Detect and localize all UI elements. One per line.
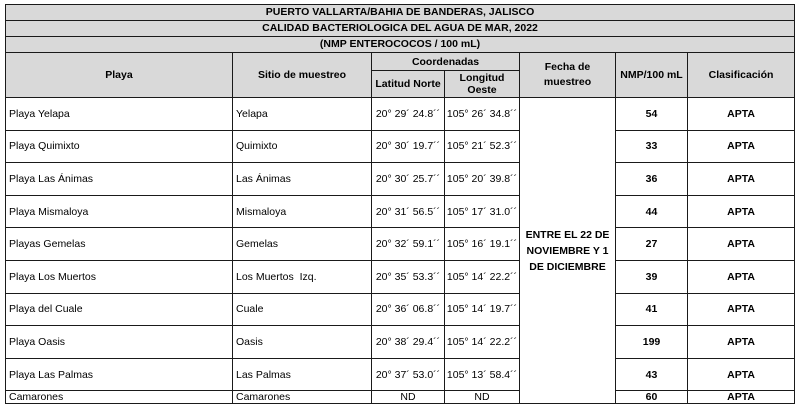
table-row — [6, 228, 795, 261]
cell-latitud: 20° 29´ 24.8´´ — [372, 98, 445, 131]
cell-playa: Playa Oasis — [6, 326, 233, 359]
cell-sitio: Los Muertos Izq. — [233, 260, 372, 293]
cell-longitud: 105° 20´ 39.8´´ — [445, 163, 520, 196]
table-row — [6, 293, 795, 326]
cell-nmp: 41 — [616, 293, 688, 326]
cell-nmp: 54 — [616, 98, 688, 131]
cell-clasificacion: APTA — [688, 326, 795, 359]
header-playa: Playa — [6, 53, 233, 98]
header-longitud: Longitud Oeste — [445, 71, 520, 98]
cell-clasificacion: APTA — [688, 195, 795, 228]
cell-latitud: 20° 38´ 29.4´´ — [372, 326, 445, 359]
header-latitud: Latitud Norte — [372, 71, 445, 98]
cell-clasificacion: APTA — [688, 130, 795, 163]
cell-latitud: 20° 30´ 25.7´´ — [372, 163, 445, 196]
table-row — [6, 163, 795, 196]
cell-longitud: 105° 14´ 22.2´´ — [445, 260, 520, 293]
cell-sitio: Las Ánimas — [233, 163, 372, 196]
cell-fecha-muestreo: ENTRE EL 22 DE NOVIEMBRE Y 1 DE DICIEMBRE — [520, 98, 616, 404]
cell-sitio: Yelapa — [233, 98, 372, 131]
cell-nmp: 43 — [616, 358, 688, 391]
cell-clasificacion: APTA — [688, 260, 795, 293]
cell-nmp: 199 — [616, 326, 688, 359]
cell-playa: Playa Yelapa — [6, 98, 233, 131]
title-location: PUERTO VALLARTA/BAHIA DE BANDERAS, JALISCO — [6, 5, 795, 21]
cell-latitud: 20° 32´ 59.1´´ — [372, 228, 445, 261]
table-row — [6, 98, 795, 131]
cell-latitud: 20° 35´ 53.3´´ — [372, 260, 445, 293]
header-fecha: Fecha de muestreo — [520, 53, 616, 98]
cell-latitud: ND — [372, 391, 445, 404]
table-body — [6, 98, 795, 404]
cell-clasificacion: APTA — [688, 293, 795, 326]
table-row — [6, 195, 795, 228]
cell-longitud: 105° 16´ 19.1´´ — [445, 228, 520, 261]
cell-playa: Playa Los Muertos — [6, 260, 233, 293]
cell-nmp: 44 — [616, 195, 688, 228]
cell-sitio: Cuale — [233, 293, 372, 326]
cell-longitud: ND — [445, 391, 520, 404]
header-nmp: NMP/100 mL — [616, 53, 688, 98]
cell-sitio: Las Palmas — [233, 358, 372, 391]
title-units: (NMP ENTEROCOCOS / 100 mL) — [6, 37, 795, 53]
cell-sitio: Gemelas — [233, 228, 372, 261]
cell-clasificacion: APTA — [688, 358, 795, 391]
cell-sitio: Oasis — [233, 326, 372, 359]
cell-playa: Playa Las Palmas — [6, 358, 233, 391]
cell-nmp: 33 — [616, 130, 688, 163]
header-sitio: Sitio de muestreo — [233, 53, 372, 98]
cell-clasificacion: APTA — [688, 98, 795, 131]
cell-nmp: 60 — [616, 391, 688, 404]
cell-longitud: 105° 14´ 19.7´´ — [445, 293, 520, 326]
cell-latitud: 20° 31´ 56.5´´ — [372, 195, 445, 228]
header-clasificacion: Clasificación — [688, 53, 795, 98]
cell-latitud: 20° 37´ 53.0´´ — [372, 358, 445, 391]
water-quality-table — [5, 4, 795, 404]
cell-playa: Playa Las Ánimas — [6, 163, 233, 196]
cell-longitud: 105° 17´ 31.0´´ — [445, 195, 520, 228]
cell-clasificacion: APTA — [688, 391, 795, 404]
cell-longitud: 105° 13´ 58.4´´ — [445, 358, 520, 391]
cell-nmp: 36 — [616, 163, 688, 196]
cell-sitio: Quimixto — [233, 130, 372, 163]
cell-sitio: Camarones — [233, 391, 372, 404]
cell-playa: Playa Mismaloya — [6, 195, 233, 228]
table-row — [6, 260, 795, 293]
cell-sitio: Mismaloya — [233, 195, 372, 228]
cell-longitud: 105° 26´ 34.8´´ — [445, 98, 520, 131]
table-row — [6, 130, 795, 163]
cell-nmp: 39 — [616, 260, 688, 293]
table-row — [6, 358, 795, 391]
cell-latitud: 20° 30´ 19.7´´ — [372, 130, 445, 163]
cell-clasificacion: APTA — [688, 163, 795, 196]
cell-playa: Playa del Cuale — [6, 293, 233, 326]
cell-playa: Playa Quimixto — [6, 130, 233, 163]
table-row — [6, 391, 795, 404]
cell-longitud: 105° 21´ 52.3´´ — [445, 130, 520, 163]
cell-longitud: 105° 14´ 22.2´´ — [445, 326, 520, 359]
title-subject: CALIDAD BACTERIOLOGICA DEL AGUA DE MAR, 2022 — [6, 21, 795, 37]
cell-latitud: 20° 36´ 06.8´´ — [372, 293, 445, 326]
cell-playa: Camarones — [6, 391, 233, 404]
header-coordenadas: Coordenadas — [372, 53, 520, 71]
cell-clasificacion: APTA — [688, 228, 795, 261]
cell-nmp: 27 — [616, 228, 688, 261]
table-row — [6, 326, 795, 359]
cell-playa: Playas Gemelas — [6, 228, 233, 261]
